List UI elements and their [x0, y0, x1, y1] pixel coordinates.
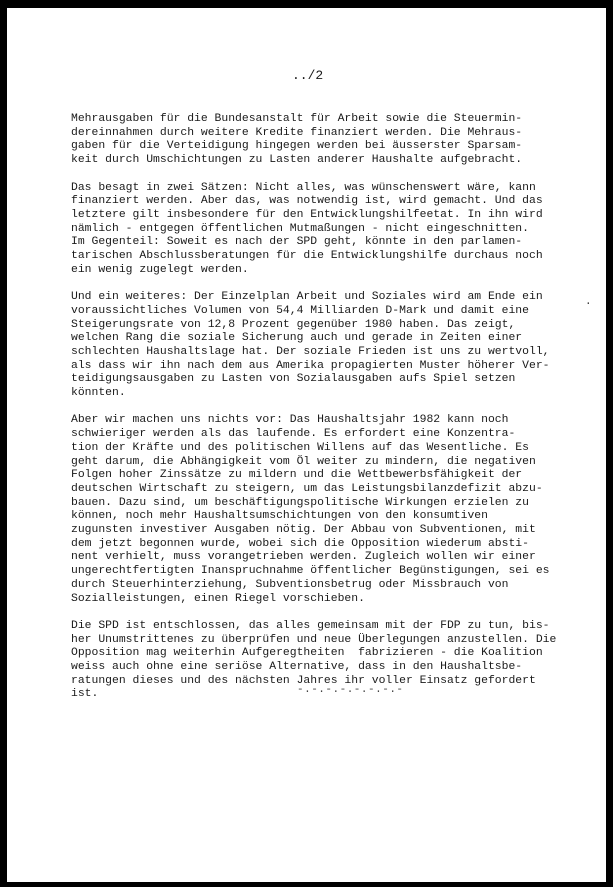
paragraph — [71, 182, 601, 278]
paragraph — [71, 414, 601, 606]
margin-mark: . — [585, 296, 592, 308]
text-line: voraussichtliches Volumen von 54,4 Milliarden D-Mark und damit eine — [71, 304, 529, 317]
text-line: Folgen hoher Zinssätze zu mildern und die Wettbewerbsfähigkeit der — [71, 469, 523, 482]
text-line: Mehrausgaben für die Bundesanstalt für Arbeit sowie die Steuermin- — [71, 113, 523, 125]
text-line: könnten. — [71, 387, 126, 400]
text-line: Sozialleistungen, einen Riegel vorschieben. — [71, 592, 365, 605]
text-line: deutschen Wirtschaft zu steigern, um das Leistungsbilanzdefizit abzu- — [71, 482, 543, 495]
text-line: Das besagt in zwei Sätzen: Nicht alles, was wünschenswert wäre, kann — [71, 181, 536, 194]
text-line: Opposition mag weiterhin Aufgeregtheiten fabrizieren - die Koalition — [71, 647, 543, 660]
text-line: teidigungsausgaben zu Lasten von Sozialausgaben aufs Spiel setzen — [71, 373, 516, 386]
text-line: ungerechtfertigten Inanspruchnahme öffentlicher Begünstigungen, sei es — [71, 565, 550, 578]
text-line: weiss auch ohne eine seriöse Alternative, dass in den Haushaltsbe- — [71, 661, 523, 674]
body-text — [71, 113, 601, 716]
text-line: schwieriger werden als das laufende. Es erfordert eine Konzentra- — [71, 428, 516, 441]
text-line: tion der Kräfte und des politischen Willens auf das Wesentliche. Es — [71, 441, 529, 454]
document-page — [7, 8, 606, 882]
text-line: als dass wir ihn nach dem aus Amerika propagierten Muster höherer Ver- — [71, 359, 550, 372]
text-line: nämlich - entgegen öffentlichen Mutmaßungen - nicht eingeschnitten. — [71, 222, 529, 235]
text-line: finanziert werden. Aber das, was notwendig ist, wird gemacht. Und das — [71, 195, 543, 208]
text-line: nent verhielt, muss vorangetrieben werden. Zugleich wollen wir einer — [71, 551, 536, 564]
paragraph — [71, 291, 601, 401]
text-line: geht darum, die Abhängigkeit vom Öl weiter zu mindern, die negativen — [71, 455, 536, 468]
text-line: durch Steuerhinterziehung, Subventionsbetrug oder Missbrauch von — [71, 578, 509, 591]
text-line: dem jetzt begonnen wurde, wobei sich die Opposition wiederum absti- — [71, 537, 529, 550]
text-line: ein wenig zugelegt werden. — [71, 263, 249, 276]
text-line: Und ein weiteres: Der Einzelplan Arbeit und Soziales wird am Ende ein — [71, 291, 543, 304]
text-line: gaben für die Verteidigung hingegen werden bei äusserster Sparsam- — [71, 140, 523, 153]
page-number: ../2 — [292, 68, 324, 83]
text-line: bauen. Dazu sind, um beschäftigungspolitische Wirkungen erzielen zu — [71, 496, 529, 509]
text-line: Die SPD ist entschlossen, das alles gemeinsam mit der FDP zu tun, bis- — [71, 619, 550, 632]
text-line: welchen Rang die soziale Sicherung auch und gerade in Zeiten einer — [71, 332, 523, 345]
text-line: ratungen dieses und des nächsten Jahres ihr voller Einsatz gefordert — [71, 674, 536, 687]
text-line: können, noch mehr Haushaltsumschichtungen von den konsumtiven — [71, 510, 488, 523]
text-line: tarischen Abschlussberatungen für die Entwicklungshilfe durchaus noch — [71, 250, 543, 263]
text-line: letztere gilt insbesondere für den Entwicklungshilfeetat. In ihn wird — [71, 208, 543, 221]
text-line: Aber wir machen uns nichts vor: Das Haushaltsjahr 1982 kann noch — [71, 414, 509, 427]
text-line: dereinnahmen durch weitere Kredite finanziert werden. Die Mehraus- — [71, 126, 523, 139]
text-line: zugunsten investiver Ausgaben nötig. Der Abbau von Subventionen, mit — [71, 524, 536, 537]
paragraph — [71, 113, 601, 168]
closing-mark: -.-.-.-.-.-.-.- — [297, 684, 404, 696]
text-line: keit durch Umschichtungen zu Lasten anderer Haushalte aufgebracht. — [71, 154, 523, 167]
text-line: schlechten Haushaltslage hat. Der soziale Frieden ist uns zu wertvoll, — [71, 345, 550, 358]
text-line: her Unumstrittenes zu überprüfen und neue Überlegungen anzustellen. Die — [71, 633, 557, 646]
text-line: ist. — [71, 688, 99, 701]
text-line: Steigerungsrate von 12,8 Prozent gegenüber 1980 haben. Das zeigt, — [71, 318, 516, 331]
text-line: Im Gegenteil: Soweit es nach der SPD geht, könnte in den parlamen- — [71, 236, 523, 249]
